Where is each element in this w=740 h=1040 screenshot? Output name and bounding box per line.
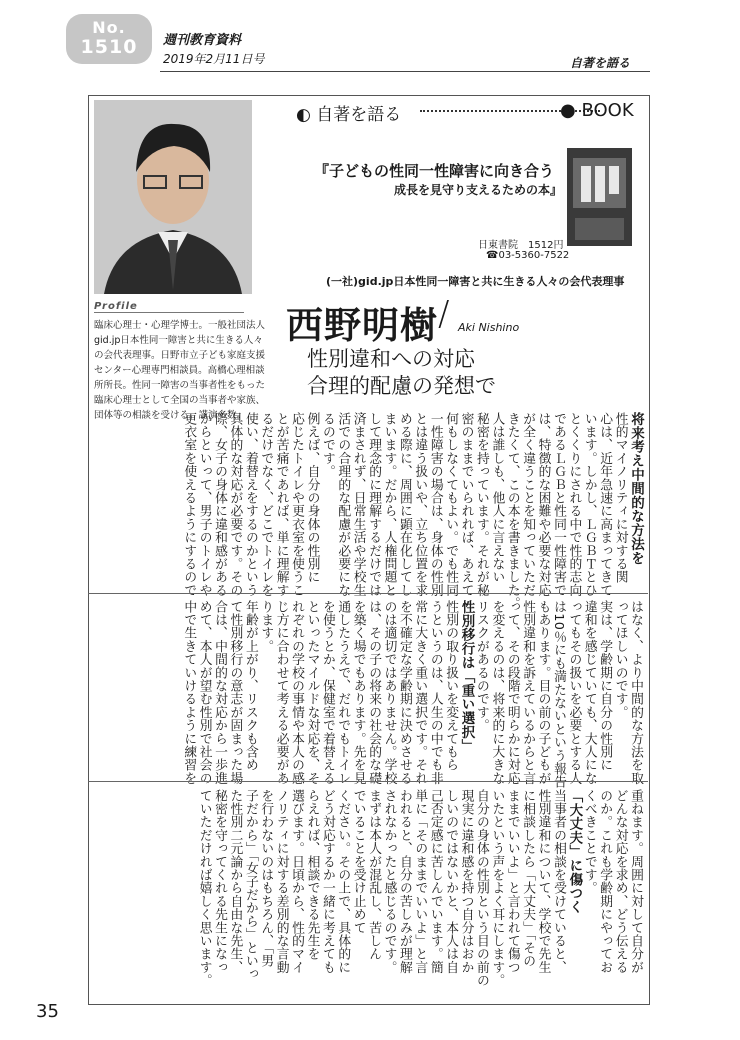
body-text-column: いたという声をよく耳にします。 [489, 789, 505, 987]
body-text-column: 応じたトイレや更衣室を使うこ [289, 412, 305, 597]
book-label-text: BOOK [581, 100, 634, 121]
profile-line: 団体等の相談を受ける。講演多数。 [94, 410, 247, 421]
body-text-column: 中で生きていけるように練習を [181, 600, 197, 785]
profile-text [94, 318, 274, 423]
section-circle-icon: ◐ [296, 105, 311, 125]
band-divider-1 [88, 593, 648, 594]
body-text-column: されなかったと感じるのです。 [381, 789, 397, 974]
body-text-column: らえれば、相談できる先生を [304, 789, 320, 961]
body-text-column: きたくて、この本を書きました。 [504, 412, 520, 610]
body-text-column: じ方に合わせて考える必要があ [273, 600, 289, 785]
body-text-column: うというのは、人生の中でも非 [427, 600, 443, 785]
body-text-column: た性別二元論から自由な先生、 [227, 789, 243, 974]
body-text-column: るのです。 [319, 412, 335, 478]
section-title-text: 自著を語る [316, 105, 402, 125]
body-text-column: 選びます。日頃から、性的マイ [289, 789, 305, 974]
body-band-1 [178, 412, 644, 610]
body-text-column: 現実に違和感を持つ自分はおか [458, 789, 474, 974]
issue-badge [66, 14, 152, 64]
body-text-column: れぞれの学校の事情や本人の感 [289, 600, 305, 785]
body-text-column: 具体的な対応が必要です。その [227, 412, 243, 597]
body-text-column: 性別違和について、学校で先生 [535, 789, 551, 974]
issue-number: 1510 [80, 36, 138, 58]
body-text-column: 当事者の相談を受けていると、 [550, 789, 566, 974]
profile-line: 臨床心理士として全国の当事者や家族、 [94, 395, 266, 406]
body-text-column: ります。 [258, 600, 274, 653]
body-text-column: 使い、着替えをするのかという [242, 412, 258, 597]
body-band-2 [178, 600, 643, 789]
body-text-column: 済まされず、日常生活や学校生 [350, 412, 366, 597]
header-rule [160, 71, 650, 72]
body-text-column: 際、女子の身体に違和感がある [212, 412, 228, 597]
body-text-column: を築く場でもあります。先を見 [350, 600, 366, 785]
body-text-column: が全く違うことを知っていただ [520, 412, 536, 597]
body-text-column: 活での合理的な配慮が必要にな [335, 412, 351, 597]
body-text-column: て性別移行の意志が固まった場 [227, 600, 243, 785]
body-text-column: 実は、学齢期に自分の性別に [597, 600, 613, 772]
body-text-column: とくくりにされる中で性的志向 [566, 412, 582, 597]
body-text-column: くべきことです。 [581, 789, 597, 895]
corner-label: 自著を語る [570, 56, 631, 70]
body-text-column: を変えるのは、将来的に大きな [489, 600, 505, 785]
body-text-column: ままでいいよ」と言われて傷つ [504, 789, 520, 974]
band-divider-2 [88, 781, 648, 782]
body-text-column: われると、自分の苦しみが理解 [396, 789, 412, 974]
body-text-column: るだけでなく、どこでトイレを [258, 412, 274, 597]
publisher-price: 日東書院 1512円 [478, 240, 564, 251]
body-text-column: 性別違和を訴えているからと言 [520, 600, 536, 785]
author-photo [94, 100, 252, 294]
body-text-column: 密のままでいられれば、あえて [458, 412, 474, 597]
body-text-column: 例えば、自分の身体の性別に [304, 412, 320, 584]
publication-date: 2019年2月11日号 [163, 52, 265, 66]
body-text-column: ってほしいのです。 [612, 600, 628, 719]
body-text-column: といったマイルドな対応を、そ [304, 600, 320, 785]
body-text-column: まずは本人が混乱し、苦しん [366, 789, 382, 961]
section-heading: 性別移行は「重い選択」 [458, 600, 475, 753]
author-org: (一社)gid.jp日本性同一障害と共に生きる人々の会代表理事 [326, 275, 625, 288]
body-text-column: は、その子の将来の社会的な礎 [366, 600, 382, 785]
body-text-column: 重ねます。周囲に対して自分が [628, 789, 643, 974]
body-text-column: 子だから」「女子だから」といっ [242, 789, 258, 981]
body-text-column: 秘密を持っています。それが秘 [473, 412, 489, 597]
body-text-column: は、特徴的な困難や必要な対応 [535, 412, 551, 597]
issue-no-label: No. [92, 18, 126, 37]
headline-line-2: 合理的配慮の発想で [307, 374, 496, 398]
profile-line: センター心理専門相談員。高橋心理相談 [94, 365, 265, 376]
body-text-column: めて、本人が望む性別で社会の [196, 600, 212, 785]
author-name-roman: Aki Nishino [458, 321, 520, 334]
body-text-column: 更衣室を使えるようにするので [181, 412, 197, 597]
body-text-column: を行わないのはもちろん、「男 [258, 789, 274, 968]
body-text-column: 常に大きく重い選択です。それ [412, 600, 428, 785]
book-cover-image [567, 148, 632, 246]
profile-line: 臨床心理士・心理学博士。一般社団法人 [94, 320, 266, 331]
profile-label: Profile [94, 301, 244, 313]
section-heading: 「大丈夫」に傷つく [566, 789, 583, 915]
body-text-column: もあります。目の前の子どもが [535, 600, 551, 785]
body-text-column: 性的マイノリティに対する関 [612, 412, 628, 584]
body-text-column: とが苦痛であれば、単に理解す [273, 412, 289, 597]
body-text-column: 通したうえで、だれでもトイレ [335, 600, 351, 785]
body-text-column: しいのではないかと、本人は自 [443, 789, 459, 974]
body-text-column: のは適切ではありません。学校 [381, 600, 397, 785]
author-name: 西野明樹 [286, 303, 438, 347]
book-title: 『子どもの性同一性障害に向き合う [314, 162, 555, 180]
body-text-column: でいることを受け止めて [350, 789, 366, 935]
publication-name: 週刊教育資料 [163, 33, 242, 48]
body-text-column: を使うとか、保健室で着替える [319, 600, 335, 785]
body-text-column: して理念的に理解するだけでは [366, 412, 382, 597]
body-text-column: に相談したら「大丈夫」「その [520, 789, 536, 968]
body-text-column: 自分の身体の性別という目の前の [473, 789, 489, 987]
body-text-column: 秘密を守ってくれる先生になっ [212, 789, 228, 974]
bullet-icon: ● [560, 100, 576, 121]
body-text-column: 何もしなくてもよい。でも性同 [443, 412, 459, 597]
body-text-column: 合は、中間的な対応から一歩進 [212, 600, 228, 785]
profile-line: gid.jp日本性同一障害と共に生きる人々 [94, 335, 263, 346]
section-title [296, 100, 401, 125]
body-text-column: 一性障害の場合は、身体の性別 [427, 412, 443, 597]
body-text-column: 心は、近年急速に高まってきて [597, 412, 613, 597]
body-text-column: います。しかし、ＬＧＢＴとひ [581, 412, 597, 597]
body-text-column: まいます。だから、人権問題と [381, 412, 397, 597]
profile-line: の会代表理事。日野市立子ども家庭支援 [94, 350, 266, 361]
body-text-column: 違和を感じていても、大人にな [581, 600, 597, 785]
body-text-column: ってもその扱いを必要とする人 [566, 600, 582, 785]
body-text-column: ノリティに対する差別的な言動 [273, 789, 289, 974]
body-text-column: ていただければ嬉しく思います。 [196, 789, 212, 987]
section-heading: 将来考え中間的な方法を [628, 412, 644, 565]
body-text-column: 人は誰しも、他人に言えない [489, 412, 505, 584]
book-subtitle: 成長を見守り支えるための本』 [394, 183, 563, 197]
body-text-column: はなく、より中間的な方法を取 [628, 600, 643, 785]
book-label [560, 100, 634, 121]
profile-line: 所所長。性同一障害の当事者性をもった [94, 380, 266, 391]
body-text-column: める際に、周囲に顕在化してし [396, 412, 412, 597]
body-text-column: 単に「そのままでいいよ」と言 [412, 789, 428, 974]
body-text-column: 性別の取り扱いを変えてもら [443, 600, 459, 772]
body-text-column: どう対応するか一緒に考えても [319, 789, 335, 974]
page-number: 35 [36, 1001, 59, 1022]
body-text-column: どんな対応を求め、どう伝える [612, 789, 628, 974]
body-band-3 [178, 789, 643, 994]
body-text-column: 年齢が上がり、リスクも含め [242, 600, 258, 772]
body-text-column: リスクがあるのです。 [473, 600, 489, 732]
headline-line-1: 性別違和への対応 [307, 347, 475, 371]
body-text-column: を不確定な学齢期に決めさせる [396, 600, 412, 785]
body-text-column: であるＬＧＢと性同一性障害で [550, 412, 566, 597]
body-text-column: のか。これも学齢期にやってお [597, 789, 613, 974]
body-text-column: 己否定感に苦しんでいます。簡 [427, 789, 443, 974]
body-text-column: とは違う扱いや、立ち位置を求 [412, 412, 428, 597]
body-text-column: からといって、男子のトイレや [196, 412, 212, 597]
publisher-tel: ☎03-5360-7522 [486, 250, 570, 261]
body-text-column: って、その段階で明らかに対応 [504, 600, 520, 785]
body-text-column: は10％にも満たないという報告 [550, 600, 566, 789]
name-slash: / [438, 294, 450, 334]
body-text-column: ください。その上で、具体的に [335, 789, 351, 974]
